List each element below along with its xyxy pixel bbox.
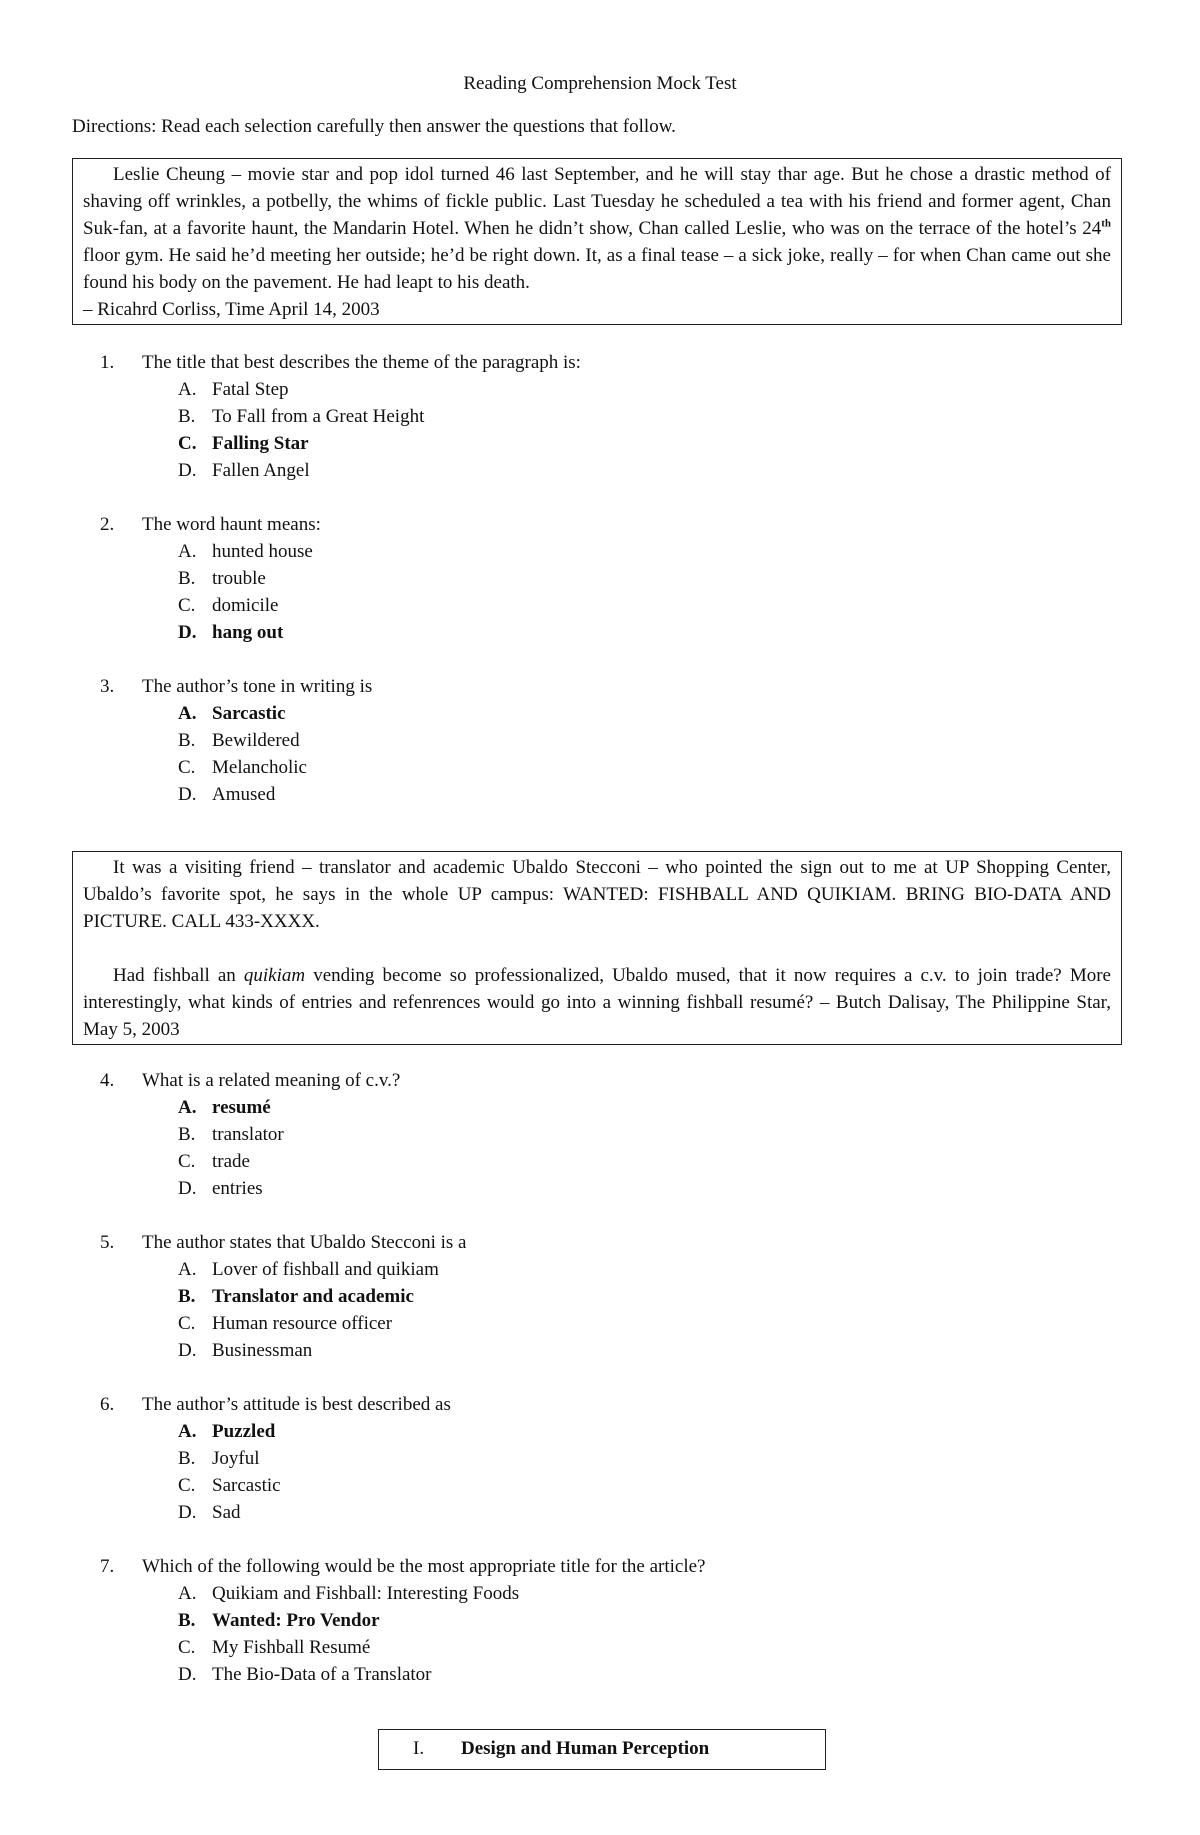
option-letter: D.: [178, 1178, 197, 1199]
option-text: Fallen Angel: [212, 460, 310, 481]
option-letter: C.: [178, 757, 196, 778]
answer-option: [100, 1310, 1100, 1337]
option-letter: C.: [178, 433, 197, 454]
option-text: Human resource officer: [212, 1313, 393, 1334]
passage-box-2: [72, 851, 1122, 1045]
option-text: Bewildered: [212, 730, 300, 751]
option-letter: B.: [178, 568, 196, 589]
ordinal-suffix: th: [1101, 217, 1111, 230]
option-text: Translator and academic: [212, 1286, 414, 1307]
answer-option: [100, 1256, 1100, 1283]
option-text: entries: [212, 1178, 263, 1199]
option-letter: C.: [178, 1475, 196, 1496]
answer-option: [100, 1121, 1100, 1148]
option-text: Sarcastic: [212, 703, 286, 724]
answer-option-correct: [100, 1094, 1100, 1121]
question-number: 6.: [100, 1394, 115, 1415]
option-text: My Fishball Resumé: [212, 1637, 371, 1658]
option-letter: B.: [178, 1610, 196, 1631]
answer-option: [100, 565, 1100, 592]
answer-option-correct: [100, 1418, 1100, 1445]
question-text: The author’s tone in writing is: [142, 676, 373, 697]
option-text: hang out: [212, 622, 284, 643]
answer-option-correct: [100, 430, 1100, 457]
question-number: 2.: [100, 514, 115, 535]
option-letter: B.: [178, 1448, 196, 1469]
option-text: trouble: [212, 568, 266, 589]
option-text: To Fall from a Great Height: [212, 406, 425, 427]
option-text: hunted house: [212, 541, 313, 562]
question-text: The word haunt means:: [142, 514, 321, 535]
option-letter: B.: [178, 730, 196, 751]
option-text: Falling Star: [212, 433, 309, 454]
answer-option: [100, 592, 1100, 619]
option-letter: A.: [178, 541, 197, 562]
answer-option: [100, 1580, 1100, 1607]
answer-option: [100, 754, 1100, 781]
answer-option-correct: [100, 700, 1100, 727]
option-letter: B.: [178, 1286, 196, 1307]
question-text: The title that best describes the theme of the paragraph is:: [142, 352, 581, 373]
option-text: Businessman: [212, 1340, 313, 1361]
answer-option: [100, 1634, 1100, 1661]
option-letter: A.: [178, 1097, 197, 1118]
option-text: The Bio-Data of a Translator: [212, 1664, 432, 1685]
answer-option: [100, 1148, 1100, 1175]
option-text: Joyful: [212, 1448, 260, 1469]
option-letter: C.: [178, 1637, 196, 1658]
passage-1-text: Leslie Cheung – movie star and pop idol turned 46 last September, and he will stay thar age. But he chose a drastic method of shaving off wrinkles, a potbelly, the whims of fickle public. Last Tuesday he scheduled a tea with his friend and former agent, Chan Suk-fan, at a favorite haunt, the Mandarin Hotel. When he didn’t show, Chan called Leslie, who was on the terrace of the hotel’s 24th floor gym. He said he’d meeting her outside; he’d be right down. It, as a final tease – a sick joke, really – for when Chan came out she found his body on the pavement. He had leapt to his death.: [83, 164, 1111, 293]
section-title: Design and Human Perception: [461, 1738, 710, 1759]
option-letter: C.: [178, 1313, 196, 1334]
option-text: Melancholic: [212, 757, 307, 778]
section-heading-box: [378, 1729, 826, 1770]
question-text: The author states that Ubaldo Stecconi is a: [142, 1232, 467, 1253]
option-text: Fatal Step: [212, 379, 289, 400]
option-letter: D.: [178, 1340, 197, 1361]
option-letter: A.: [178, 1421, 197, 1442]
question-item: [100, 511, 1100, 646]
answer-option: [100, 457, 1100, 484]
answer-option-correct: [100, 619, 1100, 646]
passage-2-paragraph-1: It was a visiting friend – translator and academic Ubaldo Stecconi – who pointed the sign out to me at UP Shopping Center, Ubaldo’s favorite spot, he says in the whole UP campus: WANTED: FISHBALL AND QUIKIAM. BRING BIO-DATA AND PICTURE. CALL 433-XXXX.: [83, 857, 1111, 932]
option-letter: A.: [178, 1259, 197, 1280]
answer-option: [100, 403, 1100, 430]
directions-text: Directions: Read each selection carefully then answer the questions that follow.: [72, 116, 676, 137]
answer-option: [100, 538, 1100, 565]
question-number: 7.: [100, 1556, 115, 1577]
option-text: Wanted: Pro Vendor: [212, 1610, 380, 1631]
question-number: 5.: [100, 1232, 115, 1253]
answer-option: [100, 1175, 1100, 1202]
answer-option: [100, 376, 1100, 403]
option-text: trade: [212, 1151, 250, 1172]
option-text: Puzzled: [212, 1421, 276, 1442]
question-item: [100, 1067, 1100, 1202]
option-letter: A.: [178, 703, 197, 724]
option-letter: A.: [178, 1583, 197, 1604]
question-item: [100, 1229, 1100, 1364]
answer-option: [100, 1472, 1100, 1499]
question-number: 1.: [100, 352, 115, 373]
option-text: domicile: [212, 595, 279, 616]
option-letter: C.: [178, 1151, 196, 1172]
option-text: translator: [212, 1124, 284, 1145]
answer-option: [100, 727, 1100, 754]
option-letter: B.: [178, 1124, 196, 1145]
option-text: Sarcastic: [212, 1475, 281, 1496]
option-letter: D.: [178, 1502, 197, 1523]
option-text: Lover of fishball and quikiam: [212, 1259, 439, 1280]
option-text: Sad: [212, 1502, 241, 1523]
page-title: Reading Comprehension Mock Test: [463, 73, 737, 94]
answer-option-correct: [100, 1607, 1100, 1634]
option-letter: D.: [178, 784, 197, 805]
answer-option: [100, 1499, 1100, 1526]
option-letter: D.: [178, 460, 197, 481]
passage-box-1: [72, 158, 1122, 325]
question-number: 3.: [100, 676, 115, 697]
question-item: [100, 1553, 1100, 1688]
question-item: [100, 673, 1100, 808]
question-text: What is a related meaning of c.v.?: [142, 1070, 401, 1091]
option-letter: A.: [178, 379, 197, 400]
option-text: resumé: [212, 1097, 271, 1118]
option-letter: C.: [178, 595, 196, 616]
option-letter: D.: [178, 1664, 197, 1685]
answer-option: [100, 1337, 1100, 1364]
question-text: The author’s attitude is best described as: [142, 1394, 451, 1415]
option-letter: D.: [178, 622, 197, 643]
section-numeral: I.: [413, 1738, 425, 1759]
answer-option-correct: [100, 1283, 1100, 1310]
option-text: Quikiam and Fishball: Interesting Foods: [212, 1583, 520, 1604]
question-item: [100, 1391, 1100, 1526]
option-text: Amused: [212, 784, 276, 805]
option-letter: B.: [178, 406, 196, 427]
answer-option: [100, 1661, 1100, 1688]
question-group-2: [100, 1067, 1100, 1688]
passage-2-paragraph-2: Had fishball an quikiam vending become so professionalized, Ubaldo mused, that it now requires a c.v. to join trade? More interestingly, what kinds of entries and refenrences would go into a winning fishball resumé? – Butch Dalisay, The Philippine Star, May 5, 2003: [83, 965, 1111, 1040]
question-group-1: [100, 349, 1100, 808]
question-item: [100, 349, 1100, 484]
answer-option: [100, 781, 1100, 808]
question-text: Which of the following would be the most appropriate title for the article?: [142, 1556, 706, 1577]
answer-option: [100, 1445, 1100, 1472]
passage-1-source: – Ricahrd Corliss, Time April 14, 2003: [83, 299, 380, 320]
question-number: 4.: [100, 1070, 115, 1091]
